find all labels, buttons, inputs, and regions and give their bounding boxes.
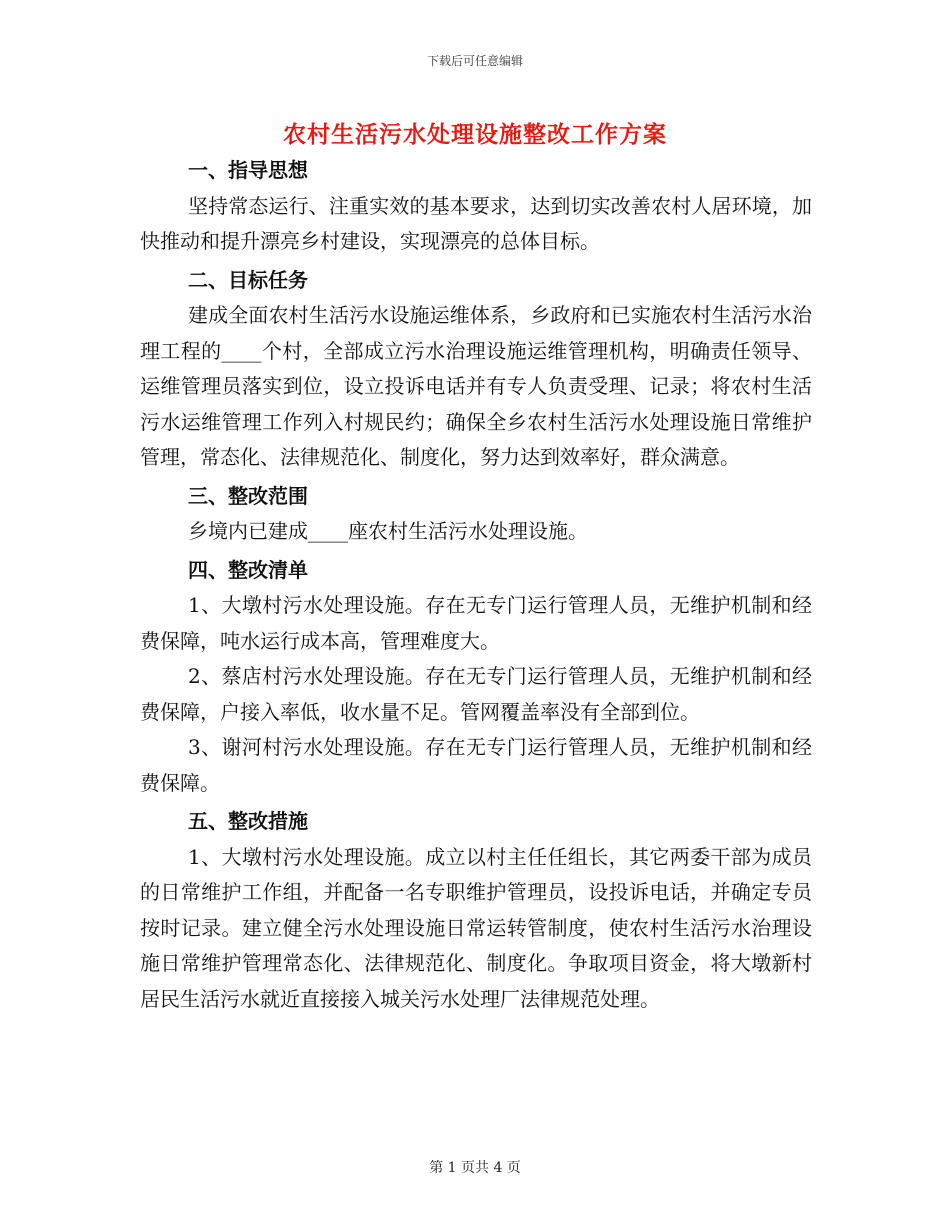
section-heading-3: 三、整改范围	[188, 483, 308, 508]
section-2-paragraph-1: 建成全面农村生活污水设施运维体系，乡政府和已实施农村生活污水治理工程的____个村，全部成立污水治理设施运维管理机构，明确责任领导、运维管理员落实到位，设立投诉电话并有专人负责受理、记录；将农村生活污水运维管理工作列入村规民约；确保全乡农村生活污水处理设施日常维护管理，常态化、法律规范化、制度化，努力达到效率好，群众满意。	[140, 303, 812, 469]
section-heading-1: 一、指导思想	[188, 158, 308, 182]
section-4-item-2: 2、蔡店村污水处理设施。存在无专门运行管理人员，无维护机制和经费保障，户接入率低，收水量不足。管网覆盖率没有全部到位。	[140, 664, 812, 724]
document-title: 农村生活污水处理设施整改工作方案	[283, 121, 667, 148]
section-3-paragraph-1: 乡境内已建成____座农村生活污水处理设施。	[188, 519, 588, 543]
section-5-item-1: 1、大墩村污水处理设施。成立以村主任任组长，其它两委干部为成员的日常维护工作组，并配备一名专职维护管理员，设投诉电话，并确定专员按时记录。建立健全污水处理设施日常运转管制度，使农村生活污水治理设施日常维护管理常态化、法律规范化、制度化。争取项目资金，将大墩新村居民生活污水就近直接接入城关污水处理厂法律规范处理。	[140, 844, 812, 1011]
section-heading-4: 四、整改清单	[188, 557, 308, 582]
section-heading-5: 五、整改措施	[188, 809, 308, 833]
document-body	[140, 150, 812, 1017]
section-4-item-3: 3、谢河村污水处理设施。存在无专门运行管理人员，无维护机制和经费保障。	[140, 735, 812, 795]
page-header-note: 下载后可任意编辑	[426, 54, 523, 68]
section-heading-2: 二、目标任务	[188, 267, 308, 292]
section-4-item-1: 1、大墩村污水处理设施。存在无专门运行管理人员，无维护机制和经费保障，吨水运行成本高，管理难度大。	[140, 593, 812, 653]
page-number: 第 1 页共 4 页	[429, 1160, 521, 1176]
section-1-paragraph-1: 坚持常态运行、注重实效的基本要求，达到切实改善农村人居环境，加快推动和提升漂亮乡村建设，实现漂亮的总体目标。	[140, 193, 812, 253]
